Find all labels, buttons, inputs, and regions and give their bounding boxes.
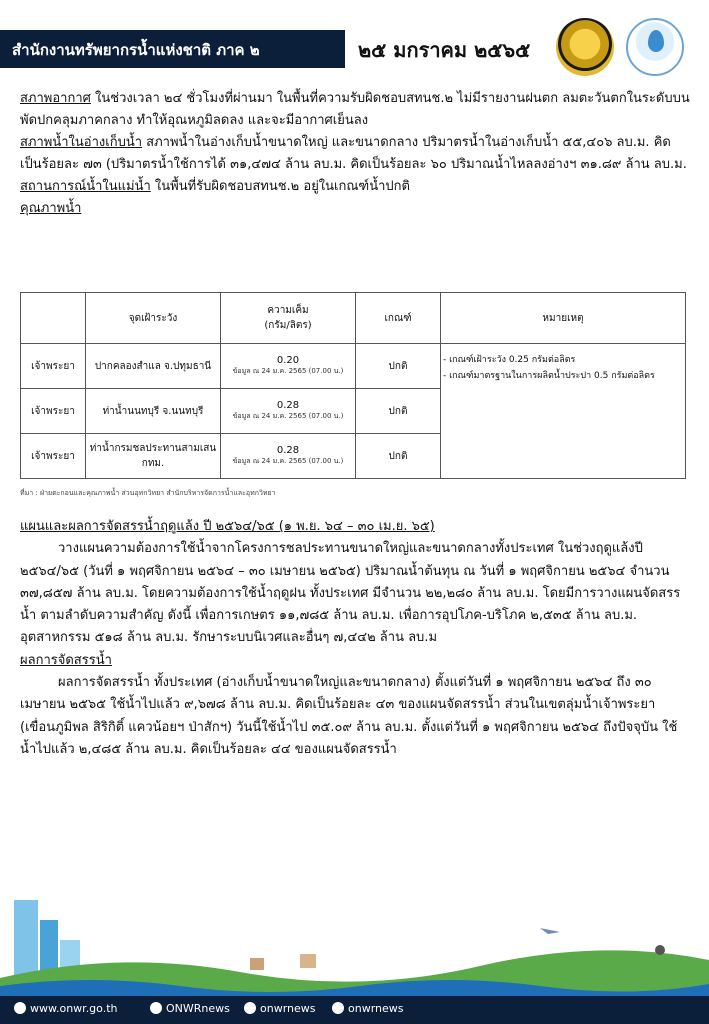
river-heading: สถานการณ์น้ำในแม่น้ำ: [20, 179, 151, 194]
salinity-value: 0.28: [276, 445, 300, 456]
onwr-logo: [626, 18, 684, 76]
reservoir-text: สภาพน้ำในอ่างเก็บน้ำขนาดใหญ่ และขนาดกลาง ปริมาตรน้ำในอ่างเก็บน้ำ ๕๕,๔๐๖ ลบ.ม. คิดเป็นร้อยละ ๗๓ (ปริมาตรน้ำใช้การได้ ๓๑,๔๗๔ ล้าน ลบ.ม. คิดเป็นร้อยละ ๖๐ ปริมาณน้ำไหลลงอ่างฯ ๓๑.๘๙ ล้าน ลบ.ม.: [20, 135, 687, 172]
line-icon: [332, 1002, 344, 1014]
station-cell: ท่าน้ำนนทบุรี จ.นนทบุรี: [86, 389, 221, 434]
river-text: ในพื้นที่รับผิดชอบสทนช.๒ อยู่ในเกณฑ์น้ำปกติ: [150, 179, 410, 194]
situation-report: [20, 88, 692, 220]
weather-heading: สภาพอากาศ: [20, 91, 91, 106]
remark-line: - เกณฑ์มาตรฐานในการผลิตน้ำประปา 0.5 กรัมต่อลิตร: [443, 371, 655, 381]
salinity-header-line2: (กรัม/ลิตร): [264, 320, 312, 331]
reservoir-paragraph: [20, 132, 692, 176]
facebook-icon: [244, 1002, 256, 1014]
allocation-section: [20, 516, 692, 761]
result-text: ผลการจัดสรรน้ำ ทั้งประเทศ (อ่างเก็บน้ำขนาดใหญ่และขนาดกลาง) ตั้งแต่วันที่ ๑ พฤศจิกายน ๒๕๖๔ ถึง ๓๐ เมษายน ๒๕๖๕ ใช้น้ำไปแล้ว ๙,๖๗๘ ล้าน ลบ.ม. คิดเป็นร้อยละ ๔๓ ของแผนจัดสรรน้ำ ส่วนในเขตลุ่มน้ำเจ้าพระยา (เขื่อนภูมิพล สิริกิติ์ แควน้อยฯ ป่าสักฯ) วันนี้ใช้น้ำไป ๓๕.๐๙ ล้าน ลบ.ม. ตั้งแต่วันที่ ๑ พฤศจิกายน ๒๕๖๔ ถึงปัจจุบัน ใช้น้ำไปแล้ว ๒,๔๘๕ ล้าน ลบ.ม. คิดเป็นร้อยละ ๔๔ ของแผนจัดสรรน้ำ: [20, 675, 678, 757]
report-date: ๒๕ มกราคม ๒๕๖๕: [358, 38, 531, 62]
plan-text: วางแผนความต้องการใช้น้ำจากโครงการชลประทานขนาดใหญ่และขนาดกลางทั้งประเทศ ในช่วงฤดูแล้งปี ๒๕๖๔/๖๕ (วันที่ ๑ พฤศจิกายน ๒๕๖๔ – ๓๐ เมษายน ๒๕๖๕) ปริมาณน้ำต้นทุน ณ วันที่ ๑ พฤศจิกายน ๒๕๖๔ จำนวน ๓๗,๘๕๗ ล้าน ลบ.ม. โดยความต้องการใช้น้ำฤดูฝน ทั้งประเทศ มีจำนวน ๒๒,๒๘๐ ล้าน ลบ.ม. โดยมีการวางแผนจัดสรรน้ำ ตามลำดับความสำคัญ ดังนี้ เพื่อการเกษตร ๑๑,๗๘๕ ล้าน ลบ.ม. เพื่อการอุปโภค-บริโภค ๒,๕๓๕ ล้าน ลบ.ม. อุตสาหกรรม ๕๑๘ ล้าน ลบ.ม. รักษาระบบนิเวศและอื่นๆ ๗,๔๔๒ ล้าน ลบ.ม: [20, 541, 681, 646]
footer-twitter[interactable]: ONWRnews: [150, 1002, 230, 1015]
title-bar: [0, 30, 345, 68]
bird-icon: [655, 945, 665, 955]
footer-line[interactable]: onwrnews: [332, 1002, 404, 1015]
data-timestamp: ข้อมูล ณ 24 ม.ค. 2565 (07.00 น.): [232, 367, 344, 375]
salinity-value: 0.28: [276, 400, 300, 411]
government-seal-logo: [556, 18, 614, 76]
remark-cell: [441, 344, 686, 479]
criteria-cell: ปกติ: [356, 389, 441, 434]
river-cell: เจ้าพระยา: [21, 434, 86, 479]
salinity-column-header: [221, 293, 356, 344]
house: [250, 958, 264, 970]
remark-column-header: หมายเหตุ: [441, 293, 686, 344]
salinity-cell: [221, 389, 356, 434]
footer-illustration: [0, 900, 709, 996]
data-timestamp: ข้อมูล ณ 24 ม.ค. 2565 (07.00 น.): [232, 412, 344, 420]
river-column-header: [21, 293, 86, 344]
salinity-cell: [221, 434, 356, 479]
quality-paragraph: [20, 198, 692, 220]
globe-icon: [14, 1002, 26, 1014]
salinity-cell: [221, 344, 356, 389]
plan-heading: แผนและผลการจัดสรรน้ำฤดูแล้ง ปี ๒๕๖๔/๖๕ (๑ พ.ย. ๖๔ – ๓๐ เม.ย. ๖๕): [20, 519, 435, 534]
station-cell: ปากคลองสำแล จ.ปทุมธานี: [86, 344, 221, 389]
weather-text: ในช่วงเวลา ๒๔ ชั่วโมงที่ผ่านมา ในพื้นที่ความรับผิดชอบสทนช.๒ ไม่มีรายงานฝนตก ลมตะวันตกในระดับบนพัดปกคลุมภาคกลาง ทำให้อุณหภูมิลดลง และจะมีอากาศเย็นลง: [20, 91, 690, 128]
river-cell: เจ้าพระยา: [21, 344, 86, 389]
criteria-column-header: เกณฑ์: [356, 293, 441, 344]
quality-heading: คุณภาพน้ำ: [20, 201, 82, 216]
footer-facebook[interactable]: onwrnews: [244, 1002, 316, 1015]
river-paragraph: [20, 176, 692, 198]
weather-paragraph: [20, 88, 692, 132]
table-header-row: [21, 293, 686, 344]
table-source: ที่มา : ฝ่ายตะกอนและคุณภาพน้ำ ส่วนอุทกวิทยา สำนักบริหารจัดการน้ำและอุทกวิทยา: [20, 489, 276, 497]
station-cell: ท่าน้ำกรมชลประทานสามเสน กทม.: [86, 434, 221, 479]
footer-bar: [0, 996, 709, 1024]
water-quality-table: [20, 292, 686, 479]
criteria-cell: ปกติ: [356, 434, 441, 479]
salinity-header-line1: ความเค็ม: [267, 305, 309, 316]
result-heading: ผลการจัดสรรน้ำ: [20, 652, 112, 668]
criteria-cell: ปกติ: [356, 344, 441, 389]
reservoir-heading: สภาพน้ำในอ่างเก็บน้ำ: [20, 135, 143, 150]
house: [300, 954, 316, 968]
river-cell: เจ้าพระยา: [21, 389, 86, 434]
station-column-header: จุดเฝ้าระวัง: [86, 293, 221, 344]
page-title: สำนักงานทรัพยากรน้ำแห่งชาติ ภาค ๒: [12, 41, 260, 59]
twitter-icon: [150, 1002, 162, 1014]
data-timestamp: ข้อมูล ณ 24 ม.ค. 2565 (07.00 น.): [232, 457, 344, 465]
footer-website[interactable]: www.onwr.go.th: [14, 1002, 117, 1015]
water-drop-icon: [648, 30, 664, 52]
table-row: [21, 344, 686, 389]
header: [0, 0, 709, 95]
remark-line: - เกณฑ์เฝ้าระวัง 0.25 กรัมต่อลิตร: [443, 355, 576, 365]
salinity-value: 0.20: [276, 355, 300, 366]
